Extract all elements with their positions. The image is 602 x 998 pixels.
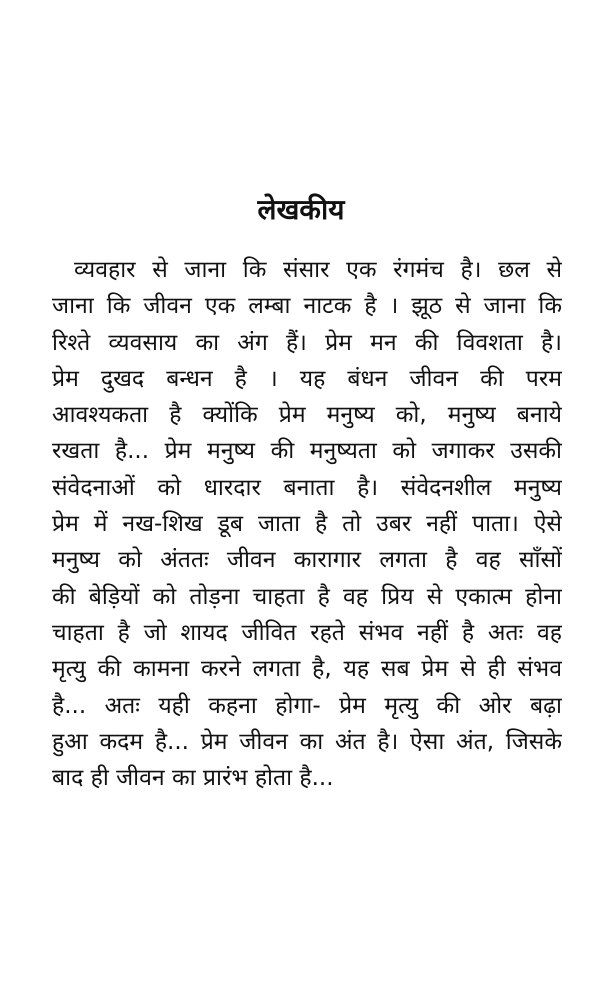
text-line: आवश्यकता है क्योंकि प्रेम मनुष्य को, मनुष्य बनाये [52, 402, 562, 429]
text-line: हुआ कदम है... प्रेम जीवन का अंत है। ऐसा अंत, जिसके [52, 728, 562, 755]
text-line: है... अतः यही कहना होगा- प्रेम मृत्यु की ओर बढ़ा [52, 692, 562, 719]
text-line: संवेदनाओं को धारदार बनाता है। संवेदनशील मनुष्य [52, 474, 562, 501]
text-line: बाद ही जीवन का प्रारंभ होता है... [52, 765, 334, 792]
text-line: जाना कि जीवन एक लम्बा नाटक है । झूठ से जाना कि [52, 293, 562, 320]
text-line: मनुष्य को अंततः जीवन कारागार लगता है वह साँसों [52, 547, 562, 574]
text-line: चाहता है जो शायद जीवित रहते संभव नहीं है अतः वह [52, 619, 562, 646]
text-line: की बेड़ियों को तोड़ना चाहता है वह प्रिय से एकात्म होना [52, 583, 562, 610]
text-line: प्रेम दुखद बन्धन है । यह बंधन जीवन की परम [52, 365, 562, 392]
text-line: रिश्ते व्यवसाय का अंग हैं। प्रेम मन की विवशता है। [52, 329, 562, 356]
text-line: मृत्यु की कामना करने लगता है, यह सब प्रेम से ही संभव [52, 656, 562, 683]
body-paragraph [52, 252, 562, 796]
page-title: लेखकीय [257, 193, 345, 226]
text-line: व्यवहार से जाना कि संसार एक रंगमंच है। छल से [74, 257, 562, 283]
text-line: प्रेम में नख-शिख डूब जाता है तो उबर नहीं पाता। ऐसे [52, 511, 562, 538]
text-line: रखता है... प्रेम मनुष्य की मनुष्यता को जगाकर उसकी [52, 438, 562, 465]
